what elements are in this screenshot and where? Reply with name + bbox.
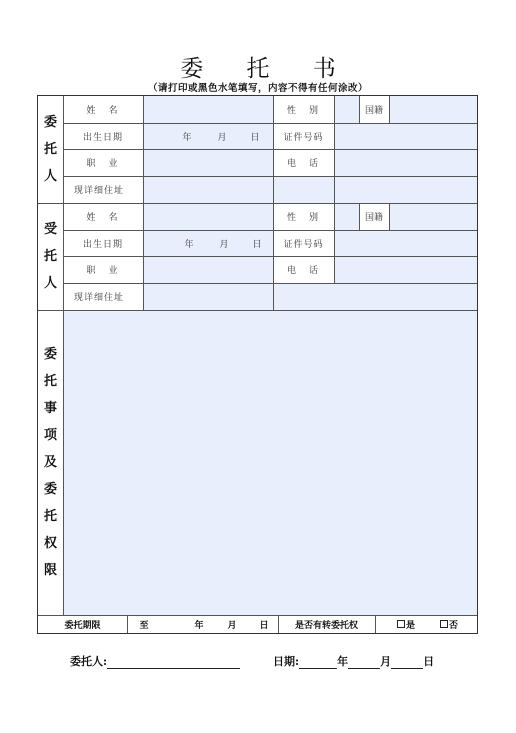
subdelegation-no-option[interactable] [433, 615, 465, 633]
table-rule [334, 96, 335, 283]
table-rule [389, 203, 390, 230]
principal-signature-line[interactable] [107, 656, 240, 669]
table-rule [38, 310, 477, 311]
agent-id-field[interactable] [334, 230, 477, 256]
document-title: 委 托 书 [180, 56, 354, 82]
principal-name-label: 姓 名 [86, 106, 120, 116]
table-rule [63, 283, 477, 284]
agent-address-label: 现详细住址 [74, 293, 125, 303]
table-rule [38, 203, 477, 204]
date-month-line[interactable] [348, 656, 380, 669]
agent-label-char-1: 受 [43, 222, 57, 237]
agent-occupation-label: 职 业 [86, 266, 120, 276]
term-to: 至 [139, 620, 149, 631]
date-year-label: 年 [337, 655, 349, 668]
agent-label-char-2: 托 [43, 249, 57, 264]
table-rule [359, 96, 360, 123]
agent-name-label: 姓 名 [86, 213, 120, 223]
yes-label: 是 [405, 620, 415, 631]
date-day-label: 日 [423, 655, 435, 668]
principal-signature-row [70, 653, 240, 669]
term-label: 委托期限 [64, 620, 101, 631]
no-checkbox[interactable] [440, 620, 448, 628]
agent-section-label [38, 203, 63, 310]
agent-gender-label: 性 别 [286, 213, 320, 223]
agent-gender-field[interactable] [334, 203, 359, 230]
principal-nationality-field[interactable] [389, 96, 477, 123]
date-row [273, 653, 434, 669]
table-rule [63, 256, 477, 257]
agent-birth-month: 月 [219, 239, 231, 250]
principal-nationality-label: 国籍 [364, 106, 383, 116]
matters-label-char-9: 限 [43, 563, 57, 578]
principal-birth-day: 日 [250, 132, 262, 143]
agent-birth-day: 日 [252, 239, 264, 250]
agent-phone-label: 电 话 [286, 266, 320, 276]
agent-birth-year: 年 [184, 239, 196, 250]
principal-phone-label: 电 话 [286, 159, 320, 169]
agent-phone-field[interactable] [334, 256, 477, 283]
principal-address-label: 现详细住址 [74, 186, 125, 196]
principal-birth-year: 年 [182, 132, 194, 143]
table-rule [38, 615, 477, 616]
agent-nationality-label: 国籍 [364, 213, 383, 223]
table-rule [359, 203, 360, 230]
table-rule [63, 96, 64, 615]
principal-gender-label: 性 别 [286, 106, 320, 116]
table-rule [63, 176, 477, 177]
table-rule [63, 149, 477, 150]
term-year: 年 [194, 620, 204, 631]
matters-section-label [38, 310, 63, 615]
date-day-line[interactable] [391, 656, 423, 669]
matters-label-char-6: 委 [43, 482, 57, 497]
term-month: 月 [227, 620, 237, 631]
principal-signature-label: 委托人: [70, 655, 108, 668]
table-rule [143, 96, 144, 310]
date-label: 日期: [273, 655, 300, 668]
principal-occupation-field[interactable] [143, 149, 273, 176]
principal-birth-label: 出生日期 [82, 132, 123, 143]
principal-address-field[interactable] [143, 176, 477, 203]
principal-label-char-3: 人 [43, 169, 57, 184]
agent-birth-label: 出生日期 [82, 239, 123, 250]
subdelegation-label: 是否有转委托权 [294, 620, 358, 631]
table-rule [63, 123, 477, 124]
no-label: 否 [448, 620, 458, 631]
table-rule [278, 615, 279, 633]
matters-label-char-2: 托 [43, 374, 57, 389]
matters-label-char-8: 权 [43, 536, 57, 551]
agent-label-char-3: 人 [43, 276, 57, 291]
principal-section-label [38, 96, 63, 203]
subdelegation-yes-option[interactable] [390, 615, 422, 633]
agent-occupation-field[interactable] [143, 256, 273, 283]
principal-gender-field[interactable] [334, 96, 359, 123]
entrustment-form-table [37, 95, 478, 634]
date-year-line[interactable] [299, 656, 337, 669]
yes-checkbox[interactable] [397, 620, 405, 628]
principal-name-field[interactable] [143, 96, 273, 123]
agent-address-field[interactable] [143, 283, 477, 310]
matters-label-char-5: 及 [43, 455, 57, 470]
principal-phone-field[interactable] [334, 149, 477, 176]
principal-birth-month: 月 [217, 132, 229, 143]
principal-label-char-2: 托 [43, 142, 57, 157]
table-rule [273, 96, 274, 310]
matters-label-char-1: 委 [43, 347, 57, 362]
principal-id-field[interactable] [334, 123, 477, 149]
agent-name-field[interactable] [143, 203, 273, 230]
table-rule [389, 96, 390, 123]
principal-id-label: 证件号码 [283, 132, 324, 143]
fill-instructions: （请打印或黑色水笔填写，内容不得有任何涂改） [147, 83, 368, 94]
matters-content-field[interactable] [63, 310, 477, 615]
agent-id-label: 证件号码 [283, 239, 324, 250]
agent-nationality-field[interactable] [389, 203, 477, 230]
table-rule [375, 615, 376, 633]
date-month-label: 月 [380, 655, 392, 668]
principal-occupation-label: 职 业 [86, 159, 120, 169]
matters-label-char-7: 托 [43, 509, 57, 524]
matters-label-char-4: 项 [43, 428, 57, 443]
table-rule [63, 230, 477, 231]
table-rule [127, 615, 128, 633]
principal-label-char-1: 委 [43, 115, 57, 130]
matters-label-char-3: 事 [43, 401, 57, 416]
term-day: 日 [259, 620, 269, 631]
